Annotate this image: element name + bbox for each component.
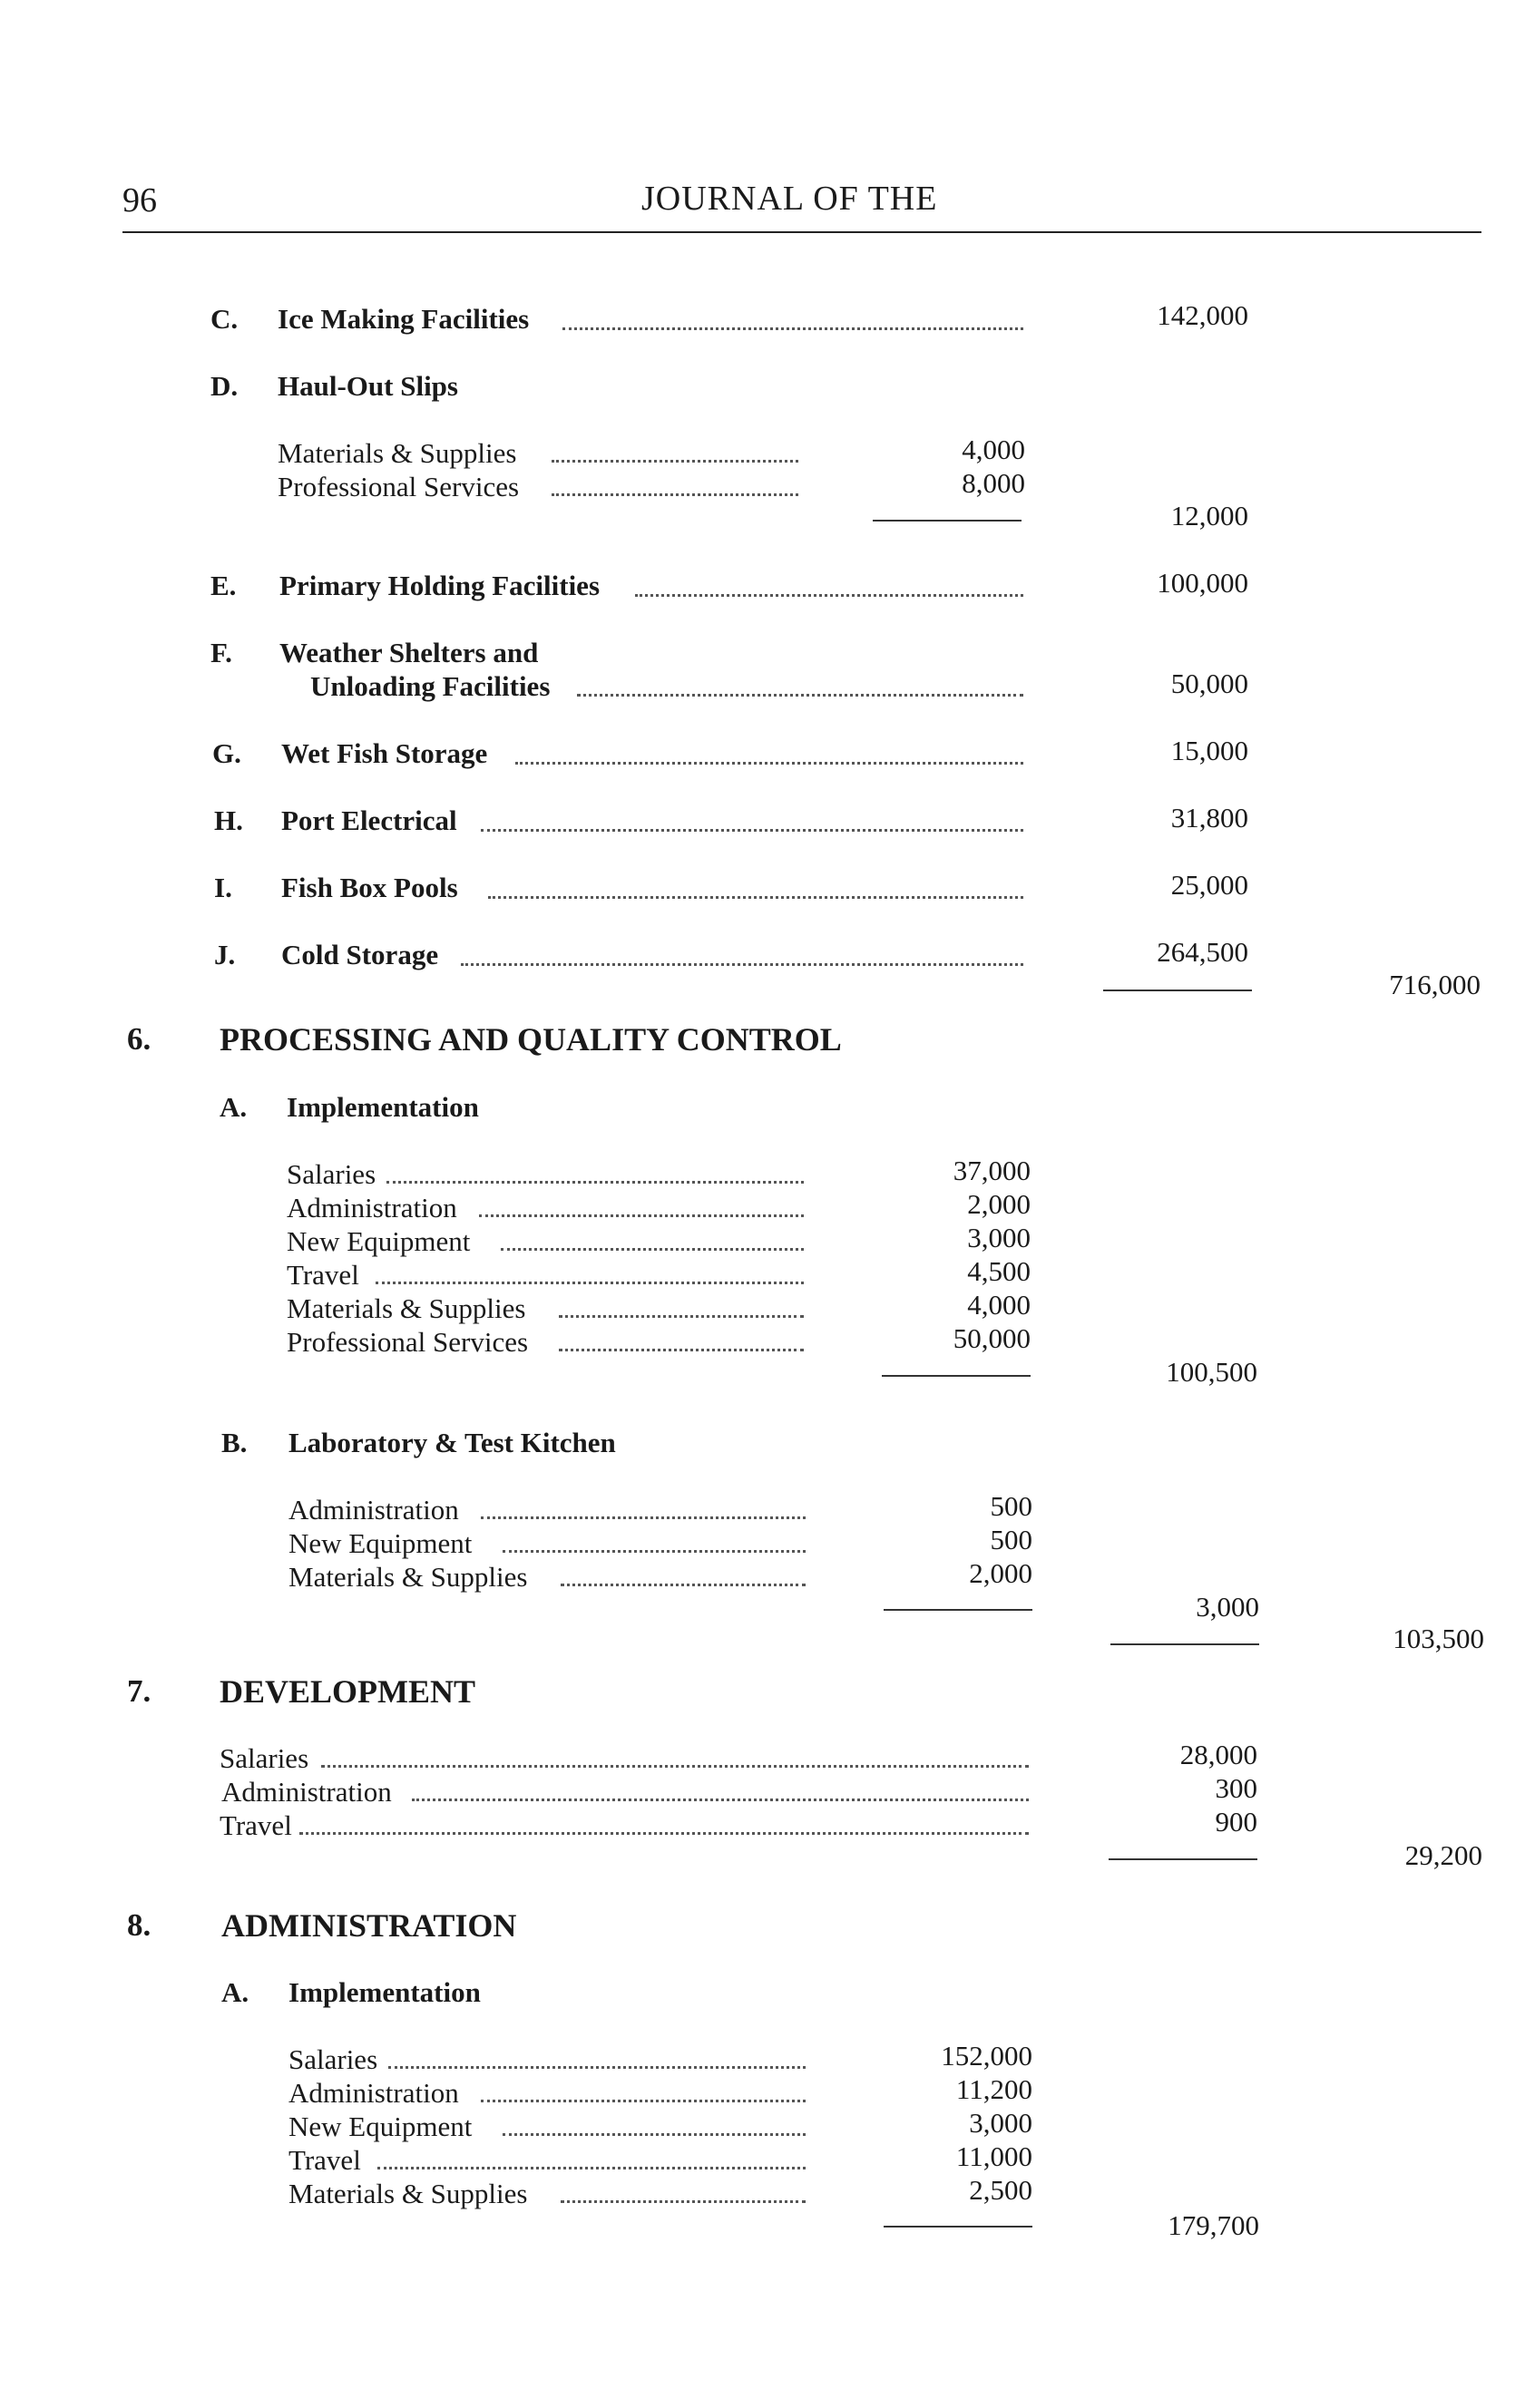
item-letter-a: A. bbox=[220, 1091, 248, 1123]
item-label-ice-making: Ice Making Facilities bbox=[278, 303, 530, 335]
item-letter-j: J. bbox=[214, 939, 236, 970]
subtotal-rule bbox=[1110, 1643, 1259, 1645]
item-letter-d: D. bbox=[210, 370, 239, 402]
subtotal-rule bbox=[1103, 990, 1252, 991]
line-amount: 300 bbox=[1215, 1772, 1257, 1804]
line-label: Professional Services bbox=[278, 471, 520, 502]
line-label: Administration bbox=[221, 1776, 392, 1808]
line-amount: 50,000 bbox=[953, 1322, 1031, 1354]
amount-primary-holding: 100,000 bbox=[1157, 567, 1248, 599]
item-label-weather-shelters: Weather Shelters and bbox=[279, 637, 539, 668]
line-label: Salaries bbox=[220, 1742, 309, 1774]
line-amount: 152,000 bbox=[941, 2040, 1032, 2072]
item-label-cold-storage: Cold Storage bbox=[281, 939, 439, 970]
item-label-haul-out-slips: Haul-Out Slips bbox=[278, 370, 458, 402]
page-number: 96 bbox=[122, 181, 157, 219]
leader-dots bbox=[635, 594, 1023, 597]
leader-dots bbox=[321, 1765, 1029, 1768]
leader-dots bbox=[388, 2066, 806, 2069]
line-amount: 4,000 bbox=[967, 1289, 1031, 1321]
amount-fish-box-pools: 25,000 bbox=[1170, 869, 1248, 901]
leader-dots bbox=[559, 1349, 804, 1351]
item-letter-c: C. bbox=[210, 303, 239, 335]
leader-dots bbox=[552, 460, 798, 463]
amount-port-electrical: 31,800 bbox=[1170, 802, 1248, 834]
subtotal-rule bbox=[873, 520, 1022, 522]
section-title-development: DEVELOPMENT bbox=[220, 1673, 476, 1710]
line-amount: 4,000 bbox=[962, 434, 1025, 465]
leader-dots bbox=[515, 762, 1023, 765]
line-label: Travel bbox=[220, 1809, 292, 1841]
leader-dots bbox=[552, 493, 798, 496]
line-label: Materials & Supplies bbox=[287, 1292, 526, 1324]
leader-dots bbox=[561, 2200, 806, 2203]
line-amount: 28,000 bbox=[1179, 1739, 1257, 1770]
leader-dots bbox=[561, 1584, 806, 1586]
line-amount: 11,000 bbox=[955, 2140, 1032, 2172]
leader-dots bbox=[481, 829, 1023, 832]
line-label: New Equipment bbox=[288, 2111, 473, 2142]
item-label-fish-box-pools: Fish Box Pools bbox=[281, 872, 458, 903]
line-label: Travel bbox=[288, 2144, 361, 2176]
amount-wet-fish-storage: 15,000 bbox=[1170, 735, 1248, 766]
running-header: JOURNAL OF THE bbox=[641, 180, 938, 218]
section-number-7: 7. bbox=[127, 1673, 152, 1709]
section-number-8: 8. bbox=[127, 1907, 152, 1943]
leader-dots bbox=[562, 327, 1023, 330]
item-label-primary-holding: Primary Holding Facilities bbox=[279, 570, 601, 601]
leader-dots bbox=[376, 1282, 804, 1284]
amount-weather-shelters: 50,000 bbox=[1170, 668, 1248, 699]
item-label-laboratory: Laboratory & Test Kitchen bbox=[288, 1427, 616, 1458]
line-amount: 500 bbox=[990, 1490, 1032, 1522]
item-letter-a: A. bbox=[221, 1976, 249, 2008]
subtotal-laboratory: 3,000 bbox=[1196, 1591, 1259, 1623]
subtotal-administration-implementation: 179,700 bbox=[1168, 2209, 1259, 2241]
line-amount: 900 bbox=[1215, 1806, 1257, 1838]
line-amount: 3,000 bbox=[969, 2107, 1032, 2139]
amount-cold-storage: 264,500 bbox=[1157, 936, 1248, 968]
item-letter-i: I. bbox=[214, 872, 232, 903]
line-label: Materials & Supplies bbox=[288, 1561, 528, 1593]
item-letter-b: B. bbox=[221, 1427, 248, 1458]
line-amount: 11,200 bbox=[955, 2073, 1032, 2105]
leader-dots bbox=[386, 1181, 804, 1184]
leader-dots bbox=[299, 1832, 1029, 1835]
item-label-unloading-facilities: Unloading Facilities bbox=[310, 670, 551, 702]
total-development: 29,200 bbox=[1404, 1839, 1482, 1871]
leader-dots bbox=[577, 694, 1023, 697]
line-label: Administration bbox=[287, 1192, 457, 1223]
line-label: Salaries bbox=[288, 2043, 378, 2075]
line-label: Materials & Supplies bbox=[288, 2178, 528, 2209]
leader-dots bbox=[412, 1799, 1029, 1801]
line-amount: 37,000 bbox=[953, 1155, 1031, 1186]
item-letter-g: G. bbox=[212, 737, 241, 769]
line-label: New Equipment bbox=[288, 1527, 473, 1559]
total-processing: 103,500 bbox=[1393, 1623, 1484, 1654]
header-rule bbox=[122, 231, 1481, 233]
subtotal-rule bbox=[884, 1609, 1032, 1611]
item-label-implementation: Implementation bbox=[288, 1976, 481, 2008]
leader-dots bbox=[377, 2167, 806, 2169]
subtotal-haul-out: 12,000 bbox=[1170, 500, 1248, 531]
section-title-processing: PROCESSING AND QUALITY CONTROL bbox=[220, 1021, 842, 1058]
item-letter-f: F. bbox=[210, 637, 232, 668]
subtotal-processing-implementation: 100,500 bbox=[1166, 1356, 1257, 1388]
leader-dots bbox=[481, 2100, 806, 2102]
subtotal-rule bbox=[884, 2226, 1032, 2228]
amount-ice-making: 142,000 bbox=[1157, 299, 1248, 331]
line-label: Travel bbox=[287, 1259, 359, 1291]
line-label: Administration bbox=[288, 1494, 459, 1526]
item-label-implementation: Implementation bbox=[287, 1091, 479, 1123]
leader-dots bbox=[479, 1214, 804, 1217]
item-label-port-electrical: Port Electrical bbox=[281, 804, 457, 836]
line-label: Administration bbox=[288, 2077, 459, 2109]
leader-dots bbox=[503, 2133, 806, 2136]
line-amount: 2,000 bbox=[969, 1557, 1032, 1589]
item-letter-e: E. bbox=[210, 570, 237, 601]
line-label: New Equipment bbox=[287, 1225, 471, 1257]
line-label: Professional Services bbox=[287, 1326, 529, 1358]
line-label: Materials & Supplies bbox=[278, 437, 517, 469]
leader-dots bbox=[488, 896, 1023, 899]
total-port: 716,000 bbox=[1389, 969, 1481, 1000]
line-amount: 500 bbox=[990, 1524, 1032, 1555]
leader-dots bbox=[481, 1516, 806, 1519]
line-amount: 4,500 bbox=[967, 1255, 1031, 1287]
section-number-6: 6. bbox=[127, 1021, 152, 1057]
line-label: Salaries bbox=[287, 1158, 376, 1190]
line-amount: 2,000 bbox=[967, 1188, 1031, 1220]
leader-dots bbox=[461, 963, 1023, 966]
line-amount: 2,500 bbox=[969, 2174, 1032, 2206]
line-amount: 3,000 bbox=[967, 1222, 1031, 1253]
section-title-administration: ADMINISTRATION bbox=[221, 1907, 517, 1944]
leader-dots bbox=[503, 1550, 806, 1553]
line-amount: 8,000 bbox=[962, 467, 1025, 499]
subtotal-rule bbox=[882, 1375, 1031, 1377]
item-letter-h: H. bbox=[214, 804, 243, 836]
subtotal-rule bbox=[1109, 1858, 1257, 1860]
leader-dots bbox=[559, 1315, 804, 1318]
item-label-wet-fish-storage: Wet Fish Storage bbox=[281, 737, 488, 769]
leader-dots bbox=[501, 1248, 804, 1251]
